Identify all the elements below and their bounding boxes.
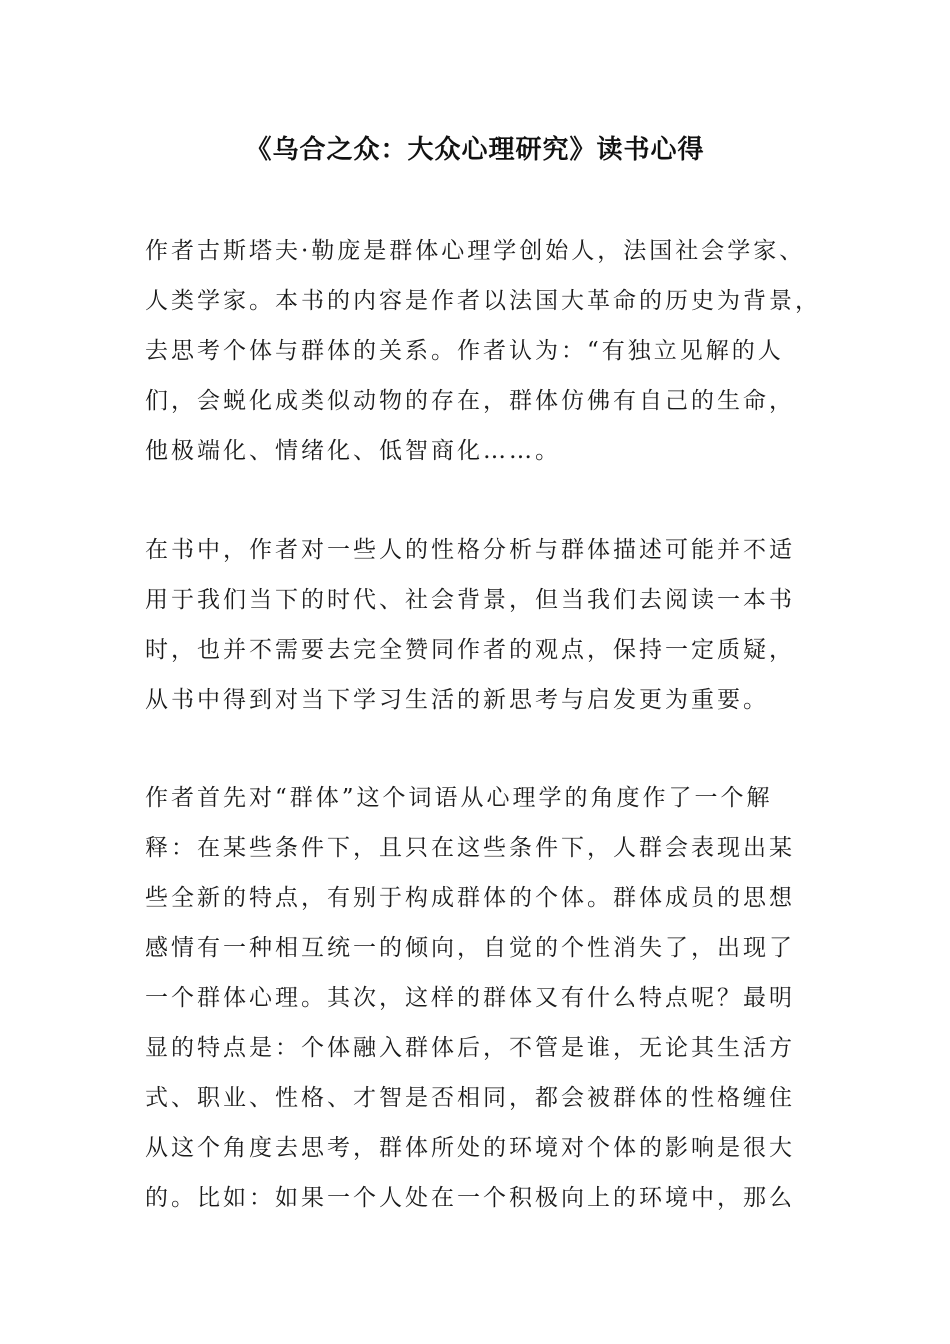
paragraph-line: 作者首先对“群体”这个词语从心理学的角度作了一个解 — [145, 785, 773, 811]
paragraph-line: 时，也并不需要去完全赞同作者的观点，保持一定质疑， — [145, 637, 795, 663]
paragraph-line: 用于我们当下的时代、社会背景，但当我们去阅读一本书 — [145, 587, 795, 613]
paragraph-line: 从这个角度去思考，群体所处的环境对个体的影响是很大 — [145, 1135, 795, 1161]
paragraph-line: 在书中，作者对一些人的性格分析与群体描述可能并不适 — [145, 537, 795, 563]
paragraph-line: 从书中得到对当下学习生活的新思考与启发更为重要。 — [145, 687, 769, 713]
document-title: 《乌合之众：大众心理研究》读书心得 — [245, 135, 705, 165]
paragraph-line: 们，会蜕化成类似动物的存在，群体仿佛有自己的生命， — [145, 388, 795, 414]
paragraph-line: 些全新的特点，有别于构成群体的个体。群体成员的思想 — [145, 885, 795, 911]
paragraph-line: 作者古斯塔夫·勒庞是群体心理学创始人，法国社会学家、 — [145, 238, 806, 264]
paragraph-line: 去思考个体与群体的关系。作者认为：“有独立见解的人 — [145, 338, 784, 364]
paragraph-line: 一个群体心理。其次，这样的群体又有什么特点呢？最明 — [145, 985, 795, 1011]
paragraph-2 — [145, 525, 825, 725]
paragraph-line: 的。比如：如果一个人处在一个积极向上的环境中，那么 — [145, 1185, 795, 1211]
paragraph-line: 式、职业、性格、才智是否相同，都会被群体的性格缠住 — [145, 1085, 795, 1111]
paragraph-line: 释：在某些条件下，且只在这些条件下，人群会表现出某 — [145, 835, 795, 861]
paragraph-line: 人类学家。本书的内容是作者以法国大革命的历史为背景， — [145, 288, 821, 314]
paragraph-line: 显的特点是：个体融入群体后，不管是谁，无论其生活方 — [145, 1035, 795, 1061]
paragraph-line: 他极端化、情绪化、低智商化……。 — [145, 438, 561, 464]
paragraph-line: 感情有一种相互统一的倾向，自觉的个性消失了，出现了 — [145, 935, 795, 961]
paragraph-3 — [145, 773, 825, 1223]
paragraph-1 — [145, 226, 825, 476]
